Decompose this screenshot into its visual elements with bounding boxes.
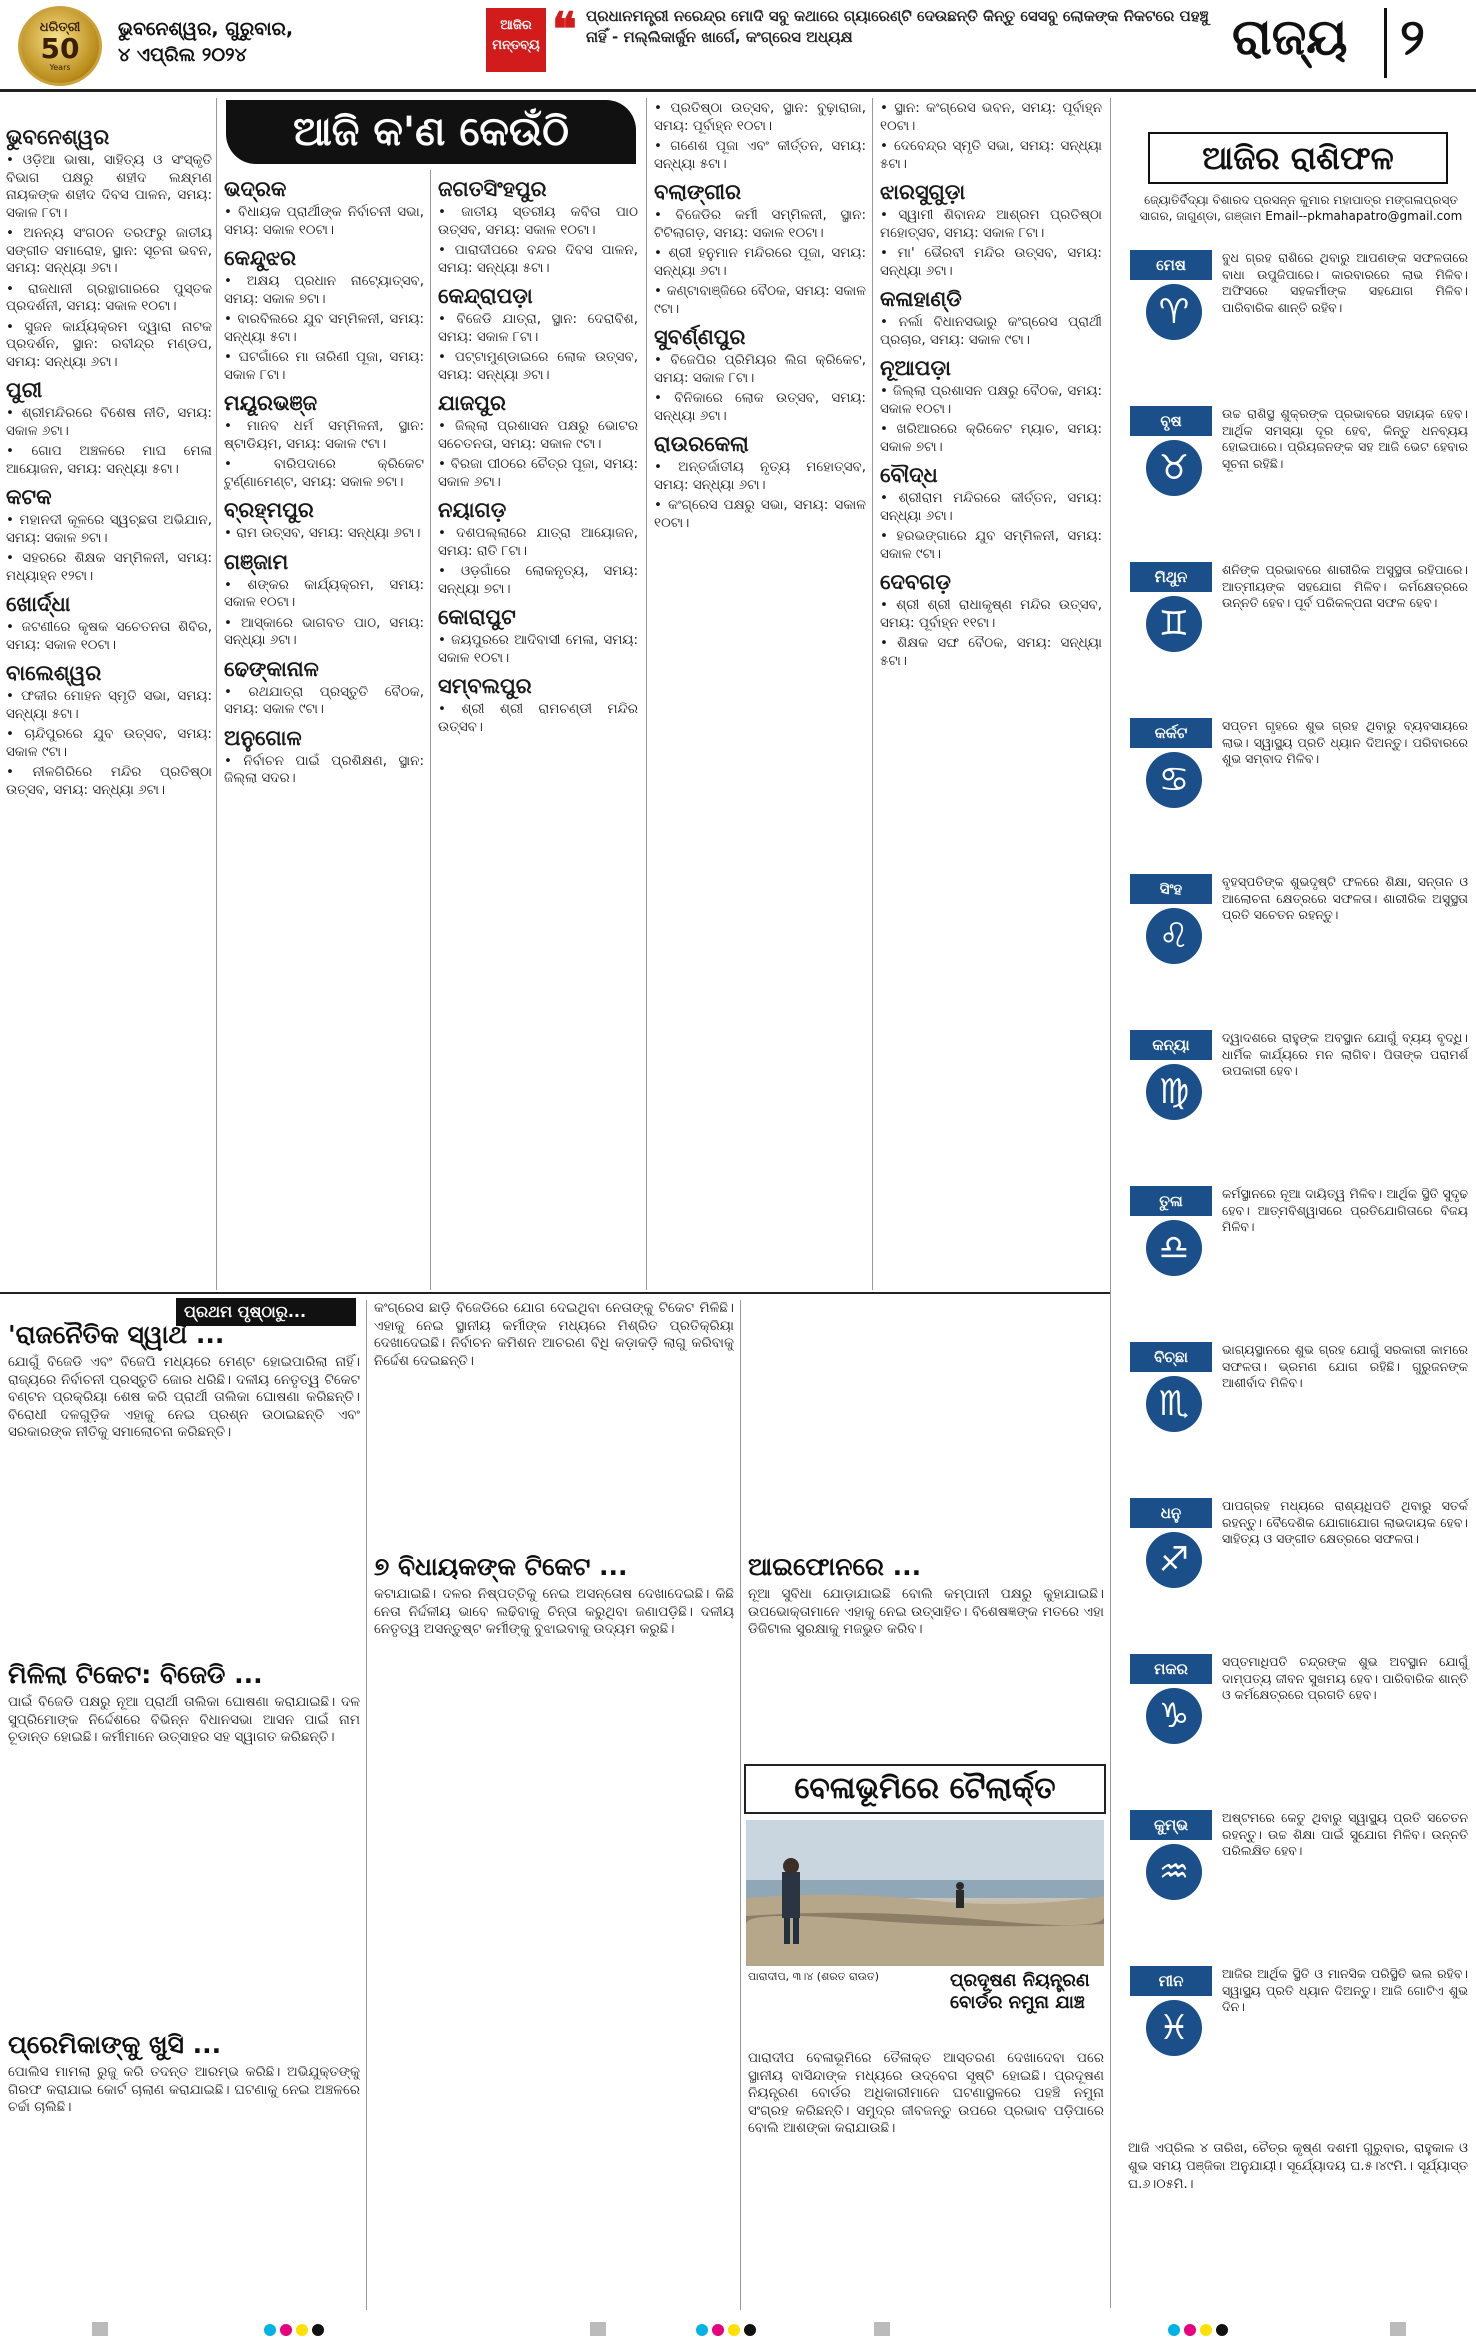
event-item: • ବାରିପଦାରେ କ୍ରିକେଟ ଟୁର୍ଣ୍ଣାମେଣ୍ଟ, ସମୟ: ସକାଳ ୭ଟା। (224, 456, 424, 490)
event-city-heading: ନୂଆପଡ଼ା (880, 356, 951, 380)
column-divider (430, 170, 431, 1290)
column-divider (216, 98, 217, 1290)
rashi-prediction: ବୃହସ୍ପତିଙ୍କ ଶୁଭଦୃଷ୍ଟି ଫଳରେ ଶିକ୍ଷା, ସନ୍ତାନ ଓ ଆଲୋଚନା କ୍ଷେତ୍ରରେ ସଫଳତା। ଶାରୀରିକ ଅସୁସ୍ଥତା ପ୍ରତି ସଚେତନ ରହନ୍ତୁ। (1222, 874, 1468, 922)
event-item: • ଶିକ୍ଷକ ସଙ୍ଘ ବୈଠକ, ସମୟ: ସନ୍ଧ୍ୟା ୫ଟା। (880, 635, 1102, 669)
zodiac-symbol-icon: ♏ (1146, 1376, 1202, 1432)
dateline-place-day: ଭୁବନେଶ୍ୱର, ଗୁରୁବାର, (118, 18, 294, 40)
event-item: • ଶ୍ରୀ ଶ୍ରୀ ରାଧାକୃଷ୍ଣ ମନ୍ଦିର ଉତ୍ସବ, ସମୟ: ପୂର୍ବାହ୍ନ ୧୧ଟା। (880, 597, 1102, 631)
events-column-2 (224, 170, 424, 1288)
event-item: • ପ୍ରତିଷ୍ଠା ଉତ୍ସବ, ସ୍ଥାନ: ବୁଢ଼ାରାଜା, ସମୟ: ପୂର୍ବାହ୍ନ ୧୦ଟା। (654, 100, 866, 134)
event-item: • ଶଙ୍କର କାର୍ଯ୍ୟକ୍ରମ, ସମୟ: ସକାଳ ୧୦ଟା। (224, 576, 424, 610)
event-item: • ବିନିକାରେ ଲୋକ ଉତ୍ସବ, ସମୟ: ସନ୍ଧ୍ୟା ୬ଟା। (654, 390, 866, 424)
event-item: • ଅକ୍ଷୟ ପ୍ରଧାନ ନାଟ୍ୟୋତ୍ସବ, ସମୟ: ସକାଳ ୭ଟା। (224, 273, 424, 307)
rashi-sign-name: ତୁଳା (1130, 1186, 1212, 1216)
panjika-text: ଆଜି ଏପ୍ରିଲ ୪ ତାରିଖ, ଚୈତ୍ର କୃଷ୍ଣ ଦଶମୀ ଗୁରୁବାର, ରାହୁକାଳ ଓ ଶୁଭ ସମୟ ପଞ୍ଜିକା ଅନୁଯାୟୀ। ସୂର୍ଯ୍ୟୋଦୟ ଘ.୫।୪୯ମି.। ସୂର୍ଯ୍ୟାସ୍ତ ଘ.୬।୦୫ମି.। (1128, 2141, 1468, 2192)
column-divider (740, 1300, 741, 2310)
rashi-sign-block (1126, 1342, 1472, 1492)
rashi-sign-block (1126, 874, 1472, 1024)
rashi-sign-name: ମିଥୁନ (1130, 562, 1212, 592)
event-item: • ଆସ୍କାରେ ଭାଗବତ ପାଠ, ସମୟ: ସନ୍ଧ୍ୟା ୬ଟା। (224, 614, 424, 648)
event-city-heading: ଖୋର୍ଦ୍ଧା (6, 592, 71, 616)
masthead-quote: ପ୍ରଧାନମନ୍ତ୍ରୀ ନରେନ୍ଦ୍ର ମୋଦି ସବୁ କଥାରେ ଗ୍ୟାରେଣ୍ଟି ଦେଉଛନ୍ତି କିନ୍ତୁ ସେସବୁ ଲୋକଙ୍କ ନିକଟରେ ପହଞ୍ଚୁ ନାହିଁ - ମଲ୍ଲିକାର୍ଜୁନ ଖାର୍ଗେ, କଂଗ୍ରେସ ଅଧ୍ୟକ୍ଷ (586, 7, 1209, 46)
black-registration-mark (1216, 2324, 1228, 2336)
event-city-heading: କଟକ (6, 485, 52, 509)
event-city-heading: ସୁବର୍ଣ୍ଣପୁର (654, 325, 746, 349)
event-item: • ଦଶପଲ୍ଲାରେ ଯାତ୍ରା ଆୟୋଜନ, ସମୟ: ରାତି ୮ଟା। (438, 525, 638, 559)
event-item: • ବିଜେପିର ପ୍ରିମିୟର ଲିଗ କ୍ରିକେଟ, ସମୟ: ସକାଳ ୮ଟା। (654, 352, 866, 386)
event-item: • ମା' ଭୈରବୀ ମନ୍ଦିର ଉତ୍ସବ, ସମୟ: ସନ୍ଧ୍ୟା ୬ଟା। (880, 245, 1102, 279)
event-city-heading: ଯାଜପୁର (438, 391, 506, 415)
photo-tagline: ପ୍ରଦୂଷଣ ନିୟନ୍ତ୍ରଣ ବୋର୍ଡର ନମୁନା ଯାଞ୍ଚ (950, 1970, 1090, 2013)
black-registration-mark (744, 2324, 756, 2336)
zodiac-symbol-icon: ♎ (1146, 1220, 1202, 1276)
event-city-heading: କଳାହାଣ୍ଡି (880, 287, 962, 311)
event-city-heading: ଢେଙ୍କାନାଳ (224, 656, 319, 681)
rashi-prediction: ସପ୍ତମ ଗୃହରେ ଶୁଭ ଗ୍ରହ ଥିବାରୁ ବ୍ୟବସାୟରେ ଲାଭ। ସ୍ୱାସ୍ଥ୍ୟ ପ୍ରତି ଧ୍ୟାନ ଦିଅନ୍ତୁ। ପରିବାରରେ ଶୁଭ ସମ୍ବାଦ ମିଳିବ। (1222, 718, 1468, 766)
story-headline-4: ୭ ବିଧାୟକଙ୍କ ଟିକେଟ ... (374, 1552, 628, 1581)
rashi-prediction: କର୍ମସ୍ଥାନରେ ନୂଆ ଦାୟିତ୍ୱ ମିଳିବ। ଆର୍ଥିକ ସ୍ଥିତି ସୁଦୃଢ ହେବ। ଆତ୍ମବିଶ୍ୱାସରେ ପ୍ରତିଯୋଗିତାରେ ବିଜୟ ମିଳିବ। (1222, 1186, 1468, 1234)
event-item: • ଜିଲ୍ଲା ପ୍ରଶାସନ ପକ୍ଷରୁ ବୈଠକ, ସମୟ: ସକାଳ ୧୦ଟା। (880, 383, 1102, 417)
story-headline-2: ମିଳିଲା ଟିକେଟ: ବିଜେଡି ... (8, 1660, 263, 1689)
events-column-4 (654, 100, 866, 1288)
newspaper-logo (18, 6, 102, 86)
print-mark (1390, 2322, 1406, 2336)
zodiac-symbol-icon: ♋ (1146, 752, 1202, 808)
cyan-registration-mark (264, 2324, 276, 2336)
zodiac-symbol-icon: ♍ (1146, 1064, 1202, 1120)
event-item: • ବିରଜା ପୀଠରେ ଚୈତ୍ର ପୂଜା, ସମୟ: ସକାଳ ୬ଟା। (438, 456, 638, 490)
event-item: • ଫକୀର ମୋହନ ସ୍ମୃତି ସଭା, ସମୟ: ସନ୍ଧ୍ୟା ୫ଟା। (6, 688, 212, 722)
event-city-heading: ବ୍ରହ୍ମପୁର (224, 498, 314, 522)
zodiac-symbol-icon: ♌ (1146, 908, 1202, 964)
story-body-1: ଯୋଗୁଁ ବିଜେଡି ଏବଂ ବିଜେପି ମଧ୍ୟରେ ମେଣ୍ଟ ହୋଇପାରିଲା ନାହିଁ। ରାଜ୍ୟରେ ନିର୍ବାଚନୀ ପ୍ରସ୍ତୁତି ଜୋର ଧରିଛି। ଦଳୀୟ ନେତୃତ୍ୱ ଟିକେଟ ବଣ୍ଟନ ପ୍ରକ୍ରିୟା ଶେଷ କରି ପ୍ରାର୍ଥୀ ତାଲିକା ଘୋଷଣା କରିଛନ୍ତି। ବିରୋଧୀ ଦଳଗୁଡ଼ିକ ଏହାକୁ ନେଇ ପ୍ରଶ୍ନ ଉଠାଇଛନ୍ତି ଏବଂ ସରକାରଙ୍କ ନୀତିକୁ ସମାଲୋଚନା କରିଛନ୍ତି। (8, 1354, 360, 1440)
event-city-heading: ଗଞ୍ଜାମ (224, 549, 289, 574)
section-title: ରାଜ୍ୟ (1232, 8, 1348, 66)
print-mark (874, 2322, 890, 2336)
section-rule (0, 1292, 1110, 1294)
column-divider (1110, 98, 1111, 2308)
event-item: • ବିଧାୟକ ପ୍ରାର୍ଥୀଙ୍କ ନିର୍ବାଚନୀ ସଭା, ସମୟ: ସକାଳ ୧୦ଟା। (224, 204, 424, 238)
event-item: • ବାରବିଲରେ ଯୁବ ସମ୍ମିଳନୀ, ସମୟ: ସନ୍ଧ୍ୟା ୫ଟା। (224, 311, 424, 345)
events-column-1 (6, 118, 212, 1288)
event-city-heading: ନୟାଗଡ଼ (438, 498, 507, 522)
zodiac-symbol-icon: ♒ (1146, 1844, 1202, 1900)
photo-credit: ପାରାଦୀପ, ୩।୪ (ଶରତ ରାଉତ) (748, 1970, 880, 1983)
event-item: • ସ୍ଥାନ: କଂଗ୍ରେସ ଭବନ, ସମୟ: ପୂର୍ବାହ୍ନ ୧୦ଟା। (880, 100, 1102, 134)
logo-years: Years (49, 63, 71, 72)
event-item: • ଓଡ଼ିଆ ଭାଷା, ସାହିତ୍ୟ ଓ ସଂସ୍କୃତି ବିଭାଗ ପକ୍ଷରୁ ଶହୀଦ ଲକ୍ଷ୍ମଣ ନାୟକଙ୍କ ଶହୀଦ ଦିବସ ପାଳନ, ସମୟ: ସକାଳ ୮ଟା। (6, 152, 212, 221)
rashifal-title: ଆଜିର ରାଶିଫଳ (1148, 132, 1448, 184)
rashi-sign-block (1126, 1186, 1472, 1336)
event-item: • ଗଣେଶ ପୂଜା ଏବଂ କୀର୍ତ୍ତନ, ସମୟ: ସନ୍ଧ୍ୟା ୫ଟା। (654, 138, 866, 172)
event-item: • ଓଡ଼ଗାଁରେ ଲୋକନୃତ୍ୟ, ସମୟ: ସନ୍ଧ୍ୟା ୭ଟା। (438, 563, 638, 597)
event-city-heading: ଅନୁଗୋଳ (224, 725, 302, 750)
rashi-sign-name: ବୃଷ (1130, 406, 1212, 436)
rashi-sign-block (1126, 406, 1472, 556)
continued-from-front-label: ପ୍ରଥମ ପୃଷ୍ଠାରୁ... (176, 1298, 356, 1326)
story-headline-3: ପ୍ରେମିକାଙ୍କୁ ଖୁସି ... (8, 2030, 222, 2059)
rashi-sign-name: ମେଷ (1130, 250, 1212, 280)
event-item: • ଶ୍ରୀମନ୍ଦିରରେ ବିଶେଷ ନୀତି, ସମୟ: ସକାଳ ୬ଟା। (6, 405, 212, 439)
rashi-sign-block (1126, 1654, 1472, 1804)
event-city-heading: ପୁରୀ (6, 378, 43, 402)
rashi-sign-block (1126, 1810, 1472, 1960)
magenta-registration-mark (280, 2324, 292, 2336)
event-item: • ଜିଲ୍ଲା ପ୍ରଶାସନ ପକ୍ଷରୁ ଭୋଟର ସଚେତନତା, ସମୟ: ସକାଳ ୯ଟା। (438, 418, 638, 452)
rashi-prediction: ବୁଧ ଗ୍ରହ ରାଶିରେ ଥିବାରୁ ଆପଣଙ୍କ ସଫଳତାରେ ବାଧା ଉପୁଜିପାରେ। କାରବାରରେ ଲାଭ ମିଳିବ। ଅଫିସରେ ସହକର୍ମୀଙ୍କ ସହଯୋଗ ମିଳିବ। ପାରିବାରିକ ଶାନ୍ତି ରହିବ। (1222, 250, 1468, 315)
yellow-registration-mark (728, 2324, 740, 2336)
black-registration-mark (312, 2324, 324, 2336)
zodiac-symbol-icon: ♓ (1146, 2000, 1202, 2056)
rashi-prediction: ସପ୍ତମାଧିପତି ଚନ୍ଦ୍ରଙ୍କ ଶୁଭ ଅବସ୍ଥାନ ଯୋଗୁଁ ଦାମ୍ପତ୍ୟ ଜୀବନ ସୁଖମୟ ହେବ। ପାରିବାରିକ ଶାନ୍ତି ଓ କର୍ମକ୍ଷେତ୍ରରେ ପ୍ରଗତି ହେବ। (1222, 1654, 1468, 1702)
zodiac-symbol-icon: ♐ (1146, 1532, 1202, 1588)
event-item: • ଗୋପ ଅଞ୍ଚଳରେ ମାଘ ମେଳା ଆୟୋଜନ, ସମୟ: ସନ୍ଧ୍ୟା ୫ଟା। (6, 443, 212, 477)
column-divider (872, 98, 873, 1290)
section-divider (1384, 8, 1387, 78)
rashi-sign-name: ବିଚ୍ଛା (1130, 1342, 1212, 1372)
yellow-registration-mark (1200, 2324, 1212, 2336)
story-body-3: ପୋଲିସ ମାମଲା ରୁଜୁ କରି ତଦନ୍ତ ଆରମ୍ଭ କରିଛି। ଅଭିଯୁକ୍ତଙ୍କୁ ଗିରଫ କରାଯାଇ କୋର୍ଟ ଚାଲାଣ କରାଯାଇଛି। ଘଟଣାକୁ ନେଇ ଅଞ୍ଚଳରେ ଚର୍ଚ୍ଚା ଚାଲିଛି। (8, 2064, 360, 2115)
rashi-sign-name: କର୍କଟ (1130, 718, 1212, 748)
magenta-registration-mark (1184, 2324, 1196, 2336)
zodiac-symbol-icon: ♊ (1146, 596, 1202, 652)
events-column-3 (438, 170, 638, 1288)
event-item: • ଶ୍ରୀ ହନୁମାନ ମନ୍ଦିରରେ ପୂଜା, ସମୟ: ସନ୍ଧ୍ୟା ୬ଟା। (654, 245, 866, 279)
zodiac-symbol-icon: ♈ (1146, 284, 1202, 340)
beach-photo-illustration (746, 1820, 1104, 1966)
event-item: • ଚାନ୍ଦିପୁରରେ ଯୁବ ଉତ୍ସବ, ସମୟ: ସକାଳ ୯ଟା। (6, 726, 212, 760)
event-city-heading: ବଲାଙ୍ଗୀର (654, 180, 741, 204)
rashifal-author: ଜ୍ୟୋତିର୍ବିଦ୍ୟା ବିଶାରଦ ପ୍ରସନ୍ନ କୁମାର ମହାପାତ୍ର ମଙ୍ଗଳାପ୍ରସ୍ତ ସାଗର, ଜାଗୁଣ୍ଡା, ଗଞ୍ଜାମ Email--pkmahapatro@gmail.com (1139, 193, 1463, 223)
event-city-heading: ଭଦ୍ରକ (224, 177, 287, 201)
event-item: • ସୁଜନ କାର୍ଯ୍ୟକ୍ରମ ଦ୍ୱାରା ନାଟକ ପ୍ରଦର୍ଶନ, ସ୍ଥାନ: ରବୀନ୍ଦ୍ର ମଣ୍ଡପ, ସମୟ: ସନ୍ଧ୍ୟା ୬ଟା। (6, 318, 212, 370)
event-city-heading: ସମ୍ବଲପୁର (438, 674, 532, 698)
event-item: • ଅନ୍ତର୍ଜାତୀୟ ନୃତ୍ୟ ମହୋତ୍ସବ, ସମୟ: ସନ୍ଧ୍ୟା ୬ଟା। (654, 459, 866, 493)
event-item: • ସହରରେ ଶିକ୍ଷକ ସମ୍ମିଳନୀ, ସମୟ: ମଧ୍ୟାହ୍ନ ୧୨ଟା। (6, 550, 212, 584)
event-item: • ନୀଳଗିରିରେ ମନ୍ଦିର ପ୍ରତିଷ୍ଠା ଉତ୍ସବ, ସମୟ: ସନ୍ଧ୍ୟା ୬ଟା। (6, 764, 212, 798)
column-divider (646, 98, 647, 1290)
rashi-sign-name: କନ୍ୟା (1130, 1030, 1212, 1060)
cyan-registration-mark (696, 2324, 708, 2336)
rashi-prediction: ପାପଗ୍ରହ ମଧ୍ୟରେ ରାଶ୍ୟଧିପତି ଥିବାରୁ ସତର୍କ ରହନ୍ତୁ। ବୈଦେଶିକ ଯୋଗାଯୋଗ ଲାଭଦାୟକ ହେବ। ସାହିତ୍ୟ ଓ ସଙ୍ଗୀତ କ୍ଷେତ୍ରରେ ସଫଳତା। (1222, 1498, 1468, 1546)
event-city-heading: କେନ୍ଦୁଝର (224, 246, 297, 270)
event-item: • ଜାତୀୟ ସ୍ତରୀୟ କବିତା ପାଠ ଉତ୍ସବ, ସମୟ: ସକାଳ ୧୦ଟା। (438, 204, 638, 238)
event-item: • ଖରିଆରରେ କ୍ରିକେଟ ମ୍ୟାଚ, ସମୟ: ସକାଳ ୭ଟା। (880, 421, 1102, 455)
page-number: ୨ (1400, 8, 1425, 66)
event-city-heading: ଜଗତସିଂହପୁର (438, 177, 547, 201)
rashi-prediction: ଅଷ୍ଟମରେ କେତୁ ଥିବାରୁ ସ୍ୱାସ୍ଥ୍ୟ ପ୍ରତି ସଚେତନ ରହନ୍ତୁ। ଉଚ୍ଚ ଶିକ୍ଷା ପାଇଁ ସୁଯୋଗ ମିଳିବ। ଉନ୍ନତି ପରିଲକ୍ଷିତ ହେବ। (1222, 1810, 1468, 1858)
event-item: • ହରଭଙ୍ଗାରେ ଯୁବ ସମ୍ମିଳନୀ, ସମୟ: ସକାଳ ୯ଟା। (880, 528, 1102, 562)
magenta-registration-mark (712, 2324, 724, 2336)
event-item: • ମାନବ ଧର୍ମ ସମ୍ମିଳନୀ, ସ୍ଥାନ: ଷ୍ଟାଡିୟମ, ସମୟ: ସକାଳ ୯ଟା। (224, 418, 424, 452)
print-mark (590, 2322, 606, 2336)
rashi-sign-name: କୁମ୍ଭ (1130, 1810, 1212, 1840)
logo-anniversary: 50 (40, 32, 80, 65)
zodiac-symbol-icon: ♑ (1146, 1688, 1202, 1744)
event-item: • ରାଜଧାନୀ ଗ୍ରନ୍ଥାଗାରରେ ପୁସ୍ତକ ପ୍ରଦର୍ଶନୀ, ସମୟ: ସକାଳ ୧୦ଟା। (6, 280, 212, 314)
rashi-sign-name: ମକର (1130, 1654, 1212, 1684)
rashi-sign-name: ଧନୁ (1130, 1498, 1212, 1528)
event-city-heading: କେନ୍ଦ୍ରାପଡ଼ା (438, 284, 533, 308)
column-divider (366, 1300, 367, 2310)
todays-comment-badge (486, 8, 546, 72)
yellow-registration-mark (296, 2324, 308, 2336)
event-item: • ଶ୍ରୀରାମ ମନ୍ଦିରରେ କୀର୍ତ୍ତନ, ସମୟ: ସନ୍ଧ୍ୟା ୬ଟା। (880, 490, 1102, 524)
rashi-prediction: ଦ୍ୱାଦଶରେ ରାହୁଙ୍କ ଅବସ୍ଥାନ ଯୋଗୁଁ ବ୍ୟୟ ବୃଦ୍ଧି। ଧାର୍ମିକ କାର୍ଯ୍ୟରେ ମନ ଲାଗିବ। ପିତାଙ୍କ ପରାମର୍ଶ ଉପକାରୀ ହେବ। (1222, 1030, 1468, 1078)
event-city-heading: ଝାରସୁଗୁଡ଼ା (880, 180, 966, 204)
dateline-date: ୪ ଏପ୍ରିଲ ୨୦୨୪ (118, 44, 247, 66)
rashi-prediction: ଆଜିର ଆର୍ଥିକ ସ୍ଥିତି ଓ ମାନସିକ ପରିସ୍ଥିତି ଭଲ ରହିବ। ସ୍ୱାସ୍ଥ୍ୟ ପ୍ରତି ଧ୍ୟାନ ଦିଅନ୍ତୁ। ଆଜି ଗୋଟିଏ ଶୁଭ ଦିନ। (1222, 1966, 1468, 2014)
event-item: • ଦେବେନ୍ଦ୍ର ସ୍ମୃତି ସଭା, ସମୟ: ସନ୍ଧ୍ୟା ୫ଟା। (880, 138, 1102, 172)
cyan-registration-mark (1168, 2324, 1180, 2336)
story-headline-5: ଆଇଫୋନରେ ... (748, 1552, 922, 1581)
rashi-sign-block (1126, 250, 1472, 400)
rashi-sign-name: ସିଂହ (1130, 874, 1212, 904)
event-item: • କଣ୍ଟାବାଞ୍ଜିରେ ବୈଠକ, ସମୟ: ସକାଳ ୯ଟା। (654, 283, 866, 317)
rashi-sign-block (1126, 718, 1472, 868)
event-item: • ନର୍ଲା ବିଧାନସଭାରୁ କଂଗ୍ରେସ ପ୍ରାର୍ଥୀ ପ୍ରଚାର, ସମୟ: ସକାଳ ୯ଟା। (880, 314, 1102, 348)
event-city-heading: କୋରାପୁଟ (438, 605, 516, 629)
dateline (118, 16, 378, 68)
event-city-heading: ଭୁବନେଶ୍ୱର (6, 125, 110, 149)
event-item: • ବିଜେଡିର କର୍ମୀ ସମ୍ମିଳନୀ, ସ୍ଥାନ: ଟିଟିଲାଗଡ଼, ସମୟ: ସକାଳ ୧୦ଟା। (654, 207, 866, 241)
event-item: • ନିର୍ବାଚନ ପାଇଁ ପ୍ରଶିକ୍ଷଣ, ସ୍ଥାନ: ଜିଲ୍ଲା ସଦର। (224, 752, 424, 786)
badge-line1: ଆଜିର (500, 18, 532, 33)
event-item: • ମହାନଦୀ କୂଳରେ ସ୍ୱଚ୍ଛତା ଅଭିଯାନ, ସମୟ: ସକାଳ ୭ଟା। (6, 512, 212, 546)
rashi-prediction: ଉଚ୍ଚ ରାଶିସ୍ଥ ଶୁକ୍ରଙ୍କ ପ୍ରଭାବରେ ସହାୟକ ହେବ। ଆର୍ଥିକ ସମସ୍ୟା ଦୂର ହେବ, କିନ୍ତୁ ଧନବ୍ୟୟ ହୋଇପାରେ। ପ୍ରିୟଜନଙ୍କ ସହ ଆଜି ଭେଟ ହେବାର ସୂଚନା ରହିଛି। (1222, 406, 1468, 471)
photo-headline: ବେଳାଭୂମିରେ ଟୈଲାର୍କ୍ତ (744, 1764, 1106, 1814)
event-item: • ରଥଯାତ୍ରା ପ୍ରସ୍ତୁତି ବୈଠକ, ସମୟ: ସକାଳ ୯ଟା। (224, 683, 424, 717)
event-city-heading: ରାଉରକେଲା (654, 432, 749, 456)
story-headline-1: 'ରାଜନୈତିକ ସ୍ୱାର୍ଥ ... (8, 1320, 225, 1349)
story-body-4: କଟାଯାଇଛି। ଦଳର ନିଷ୍ପତ୍ତିକୁ ନେଇ ଅସନ୍ତୋଷ ଦେଖାଦେଇଛି। କିଛି ନେତା ନିର୍ଦ୍ଦଳୀୟ ଭାବେ ଲଢିବାକୁ ଚିନ୍ତା କରୁଥିବା ଜଣାପଡ଼ିଛି। ଦଳୀୟ ନେତୃତ୍ୱ ଅସନ୍ତୁଷ୍ଟ କର୍ମୀଙ୍କୁ ବୁଝାଇବାକୁ ଉଦ୍ୟମ କରୁଛି। (374, 1586, 734, 1637)
rashi-prediction: ଭାଗ୍ୟସ୍ଥାନରେ ଶୁଭ ଗ୍ରହ ଯୋଗୁଁ ସରକାରୀ କାମରେ ସଫଳତା। ଭ୍ରମଣ ଯୋଗ ରହିଛି। ଗୁରୁଜନଙ୍କ ଆଶୀର୍ବାଦ ମିଳିବ। (1222, 1342, 1468, 1390)
print-mark (92, 2322, 108, 2336)
photo-story-body: ପାରାଦୀପ ବେଳାଭୂମିରେ ତୈଳାକ୍ତ ଆସ୍ତରଣ ଦେଖାଦେବା ପରେ ସ୍ଥାନୀୟ ବାସିନ୍ଦାଙ୍କ ମଧ୍ୟରେ ଉଦ୍‌ବେଗ ସୃଷ୍ଟି ହୋଇଛି। ପ୍ରଦୂଷଣ ନିୟନ୍ତ୍ରଣ ବୋର୍ଡର ଅଧିକାରୀମାନେ ଘଟଣାସ୍ଥଳରେ ପହଞ୍ଚି ନମୁନା ସଂଗ୍ରହ କରିଛନ୍ତି। ସମୁଦ୍ର ଜୀବଜନ୍ତୁ ଉପରେ ପ୍ରଭାବ ପଡ଼ିପାରେ ବୋଲି ଆଶଙ୍କା କରାଯାଉଛି। (748, 2050, 1104, 2136)
event-item: • ଅନନ୍ୟ ସଂଗଠନ ତରଫରୁ ଜାତୀୟ ସଙ୍ଗୀତ ସମାରୋହ, ସ୍ଥାନ: ସୂଚନା ଭବନ, ସମୟ: ସନ୍ଧ୍ୟା ୬ଟା। (6, 225, 212, 276)
rashi-sign-block (1126, 1498, 1472, 1648)
quote-icon: ❝ (552, 2, 577, 56)
event-item: • ରାମ ଉତ୍ସବ, ସମୟ: ସନ୍ଧ୍ୟା ୬ଟା। (224, 525, 421, 541)
event-item: • ପଟ୍ଟାମୁଣ୍ଡାଇରେ ଲୋକ ଉତ୍ସବ, ସମୟ: ସନ୍ଧ୍ୟା ୬ଟା। (438, 349, 638, 383)
event-item: • କଂଗ୍ରେସ ପକ୍ଷରୁ ସଭା, ସମୟ: ସକାଳ ୧୦ଟା। (654, 497, 866, 531)
event-city-heading: ଦେବଗଡ଼ (880, 570, 951, 594)
story-body-6: କଂଗ୍ରେସ ଛାଡ଼ି ବିଜେଡିରେ ଯୋଗ ଦେଇଥିବା ନେତାଙ୍କୁ ଟିକେଟ ମିଳିଛି। ଏହାକୁ ନେଇ ସ୍ଥାନୀୟ କର୍ମୀଙ୍କ ମଧ୍ୟରେ ମିଶ୍ରିତ ପ୍ରତିକ୍ରିୟା ଦେଖାଦେଇଛି। ନିର୍ବାଚନ କମିଶନ ଆଚରଣ ବିଧି କଡ଼ାକଡ଼ି ଲାଗୁ କରିବାକୁ ନିର୍ଦ୍ଦେଶ ଦେଇଛନ୍ତି। (374, 1300, 734, 1369)
event-city-heading: ବାଲେଶ୍ୱର (6, 661, 102, 685)
logo-name: ଧରିତ୍ରୀ (39, 20, 81, 35)
event-item: • ଶ୍ରୀ ଶ୍ରୀ ରାମଚଣ୍ଡୀ ମନ୍ଦିର ଉତ୍ସବ। (438, 701, 638, 735)
event-city-heading: ବୌଦ୍ଧ (880, 463, 938, 487)
event-item: • ଘଟଗାଁରେ ମା ତାରିଣୀ ପୂଜା, ସମୟ: ସକାଳ ୮ଟା। (224, 349, 424, 383)
badge-line2: ମନ୍ତବ୍ୟ (492, 38, 540, 53)
event-city-heading: ମୟୂରଭଞ୍ଜ (224, 391, 318, 415)
rashi-sign-block (1126, 1966, 1472, 2116)
zodiac-symbol-icon: ♉ (1146, 440, 1202, 496)
rashi-sign-block (1126, 562, 1472, 712)
rashi-sign-name: ମୀନ (1130, 1966, 1212, 1996)
events-column-5 (880, 100, 1102, 1288)
events-title: ଆଜି କ'ଣ କେଉଁଠି (226, 100, 636, 164)
event-item: • ପାରାଦୀପରେ ବନ୍ଦର ଦିବସ ପାଳନ, ସମୟ: ସନ୍ଧ୍ୟା ୫ଟା। (438, 242, 638, 276)
event-item: • ଜଟଣୀରେ କୃଷକ ସଚେତନତା ଶିବିର, ସମୟ: ସକାଳ ୧୦ଟା। (6, 619, 212, 653)
story-body-2: ପାଇଁ ବିଜେଡି ପକ୍ଷରୁ ନୂଆ ପ୍ରାର୍ଥୀ ତାଲିକା ଘୋଷଣା କରାଯାଇଛି। ଦଳ ସୁପ୍ରିମୋଙ୍କ ନିର୍ଦ୍ଦେଶରେ ବିଭିନ୍ନ ବିଧାନସଭା ଆସନ ପାଇଁ ନାମ ଚୂଡାନ୍ତ ହୋଇଛି। କର୍ମୀମାନେ ଉତ୍ସାହର ସହ ସ୍ୱାଗତ କରିଛନ୍ତି। (8, 1694, 360, 1745)
story-body-5: ନୂଆ ସୁବିଧା ଯୋଡ଼ାଯାଇଛି ବୋଲି କମ୍ପାନୀ ପକ୍ଷରୁ କୁହାଯାଇଛି। ଉପଭୋକ୍ତାମାନେ ଏହାକୁ ନେଇ ଉତ୍ସାହିତ। ବିଶେଷଜ୍ଞଙ୍କ ମତରେ ଏହା ଡିଜିଟାଲ ସୁରକ୍ଷାକୁ ମଜଭୁତ କରିବ। (748, 1586, 1104, 1637)
event-item: • ଜୟପୁରରେ ଆଦିବାସୀ ମେଳା, ସମୟ: ସକାଳ ୧୦ଟା। (438, 632, 638, 666)
event-item: • ବିଜେଡି ଯାତ୍ରା, ସ୍ଥାନ: ଦେରାବିଶ, ସମୟ: ସକାଳ ୮ଟା। (438, 311, 638, 345)
rashi-prediction: ଶନିଙ୍କ ପ୍ରଭାବରେ ଶାରୀରିକ ଅସୁସ୍ଥତା ରହିପାରେ। ଆତ୍ମୀୟଙ୍କ ସହଯୋଗ ମିଳିବ। କର୍ମକ୍ଷେତ୍ରରେ ଉନ୍ନତି ହେବ। ପୂର୍ବ ପରିକଳ୍ପନା ସଫଳ ହେବ। (1222, 562, 1468, 610)
beach-photo (746, 1820, 1104, 1966)
rashi-sign-block (1126, 1030, 1472, 1180)
event-item: • ସ୍ୱାମୀ ଶିବାନନ୍ଦ ଆଶ୍ରମ ପ୍ରତିଷ୍ଠା ମହୋତ୍ସବ, ସମୟ: ସକାଳ ୮ଟା। (880, 207, 1102, 241)
